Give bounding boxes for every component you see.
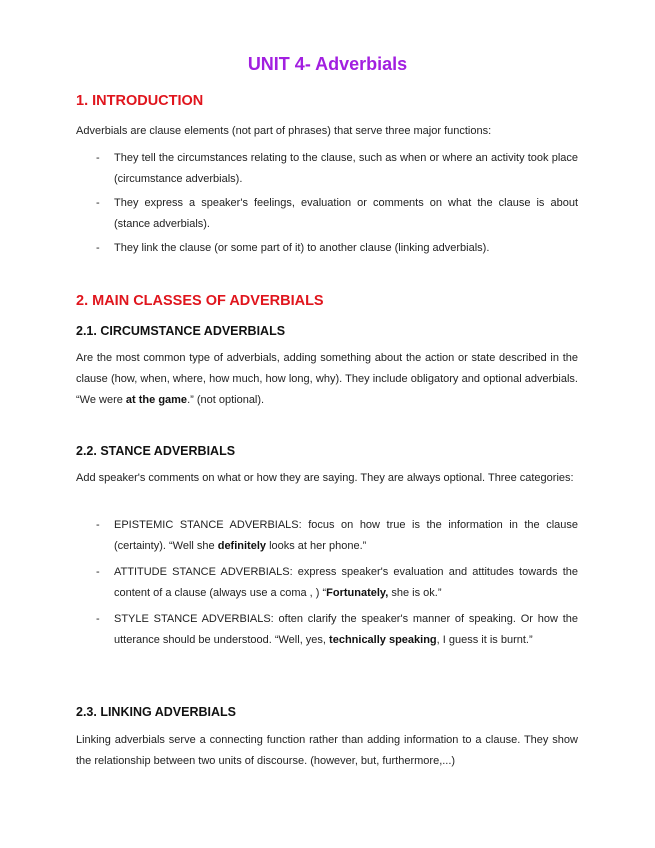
bullet-dash: - — [96, 519, 100, 531]
circumstance-paragraph — [76, 348, 578, 411]
bullet-dash: - — [96, 152, 100, 164]
text-span: , I guess it is burnt.” — [436, 634, 533, 646]
list-item-text — [114, 562, 578, 604]
list-item-text — [114, 515, 578, 557]
subsection-heading-stance: 2.2. STANCE ADVERBIALS — [76, 444, 236, 458]
list-item-text: They tell the circumstances relating to the clause, such as when or where an activity took place (circumstance adverbials). — [114, 152, 578, 185]
text-span: STYLE STANCE ADVERBIALS: often clarify the speaker's manner of speaking. Or how the utterance should be understood. “Well, yes, — [114, 613, 578, 646]
bullet-dash: - — [96, 613, 100, 625]
page-title: UNIT 4- Adverbials — [247, 54, 408, 74]
linking-paragraph: Linking adverbials serve a connecting function rather than adding information to a clause. They show the relationship between two units of discourse. (however, but, furthermore,...) — [76, 734, 578, 767]
subsection-heading-linking: 2.3. LINKING ADVERBIALS — [76, 705, 236, 719]
bold-example: at the game — [125, 394, 188, 406]
bold-example: Fortunately, — [326, 587, 389, 599]
bold-example: technically speaking — [329, 634, 437, 646]
text-span: looks at her phone.” — [266, 540, 367, 552]
section-heading-introduction: 1. INTRODUCTION — [76, 93, 204, 109]
text-span: ATTITUDE STANCE ADVERBIALS: express speaker's evaluation and attitudes towards the content of a clause (always use a coma , ) “ — [114, 566, 578, 599]
text-span: Are the most common type of adverbials, adding something about the action or state described in the clause (how, when, where, how much, how long, why). They include obligatory and optional adverbials. “We were — [76, 352, 578, 406]
stance-paragraph: Add speaker's comments on what or how they are saying. They are always optional. Three categories: — [76, 472, 574, 484]
list-item-text: They link the clause (or some part of it) to another clause (linking adverbials). — [114, 242, 490, 254]
text-span: she is ok.” — [388, 587, 442, 599]
text-span: .” (not optional). — [187, 394, 265, 406]
section-heading-main-classes: 2. MAIN CLASSES OF ADVERBIALS — [76, 293, 324, 309]
list-item-text: They express a speaker's feelings, evaluation or comments on what the clause is about (stance adverbials). — [114, 197, 578, 230]
intro-paragraph: Adverbials are clause elements (not part of phrases) that serve three major functions: — [76, 125, 492, 137]
list-item-text — [114, 609, 578, 651]
bullet-dash: - — [96, 242, 100, 254]
bold-example: definitely — [217, 540, 267, 552]
text-span: EPISTEMIC STANCE ADVERBIALS: focus on how true is the information in the clause (certainty). “Well she — [114, 519, 578, 552]
bullet-dash: - — [96, 566, 100, 578]
subsection-heading-circumstance: 2.1. CIRCUMSTANCE ADVERBIALS — [76, 324, 286, 338]
bullet-dash: - — [96, 197, 100, 209]
